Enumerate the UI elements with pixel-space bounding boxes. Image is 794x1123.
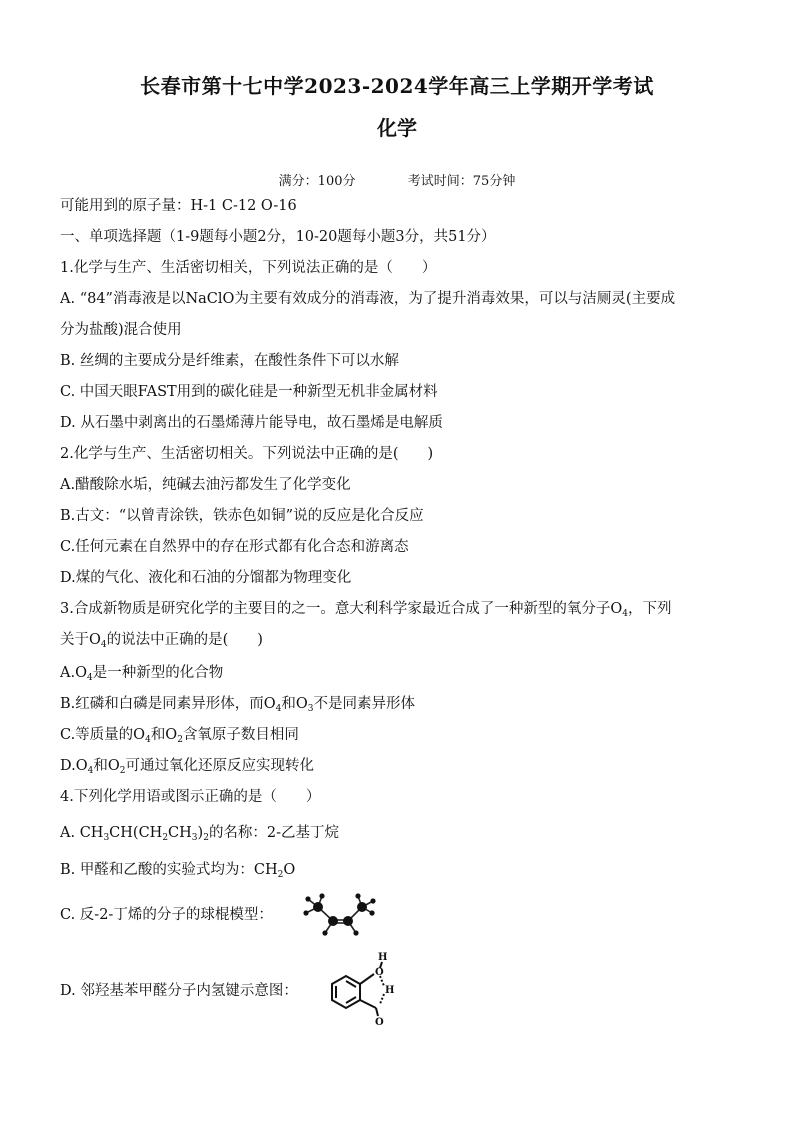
atom-h-top: H [378,952,388,963]
q4-option-a: A. $CH_3CH(CH_2CH_3)_2$的名称：2-乙基丁烷 [60,825,340,843]
atom-o-top: O [375,967,384,978]
q1-option-b: B. 丝绸的主要成分是纤维素，在酸性条件下可以水解 [60,353,399,369]
q1-option-d: D. 从石墨中剥离出的石墨烯薄片能导电，故石墨烯是电解质 [60,415,443,431]
q3-option-c: C.等质量的$O_4$和$O_2$含氧原子数目相同 [60,727,299,745]
q3-option-b: B.红磷和白磷是同素异形体，而$O_4$和$O_3$不是同素异形体 [60,696,416,714]
full-score: 满分：100分 [278,174,356,189]
q1-option-a-cont: 分为盐酸)混合使用 [60,322,182,338]
q4-option-d: D. 邻羟基苯甲醛分子内氢键示意图： [60,983,298,999]
q1-option-c: C. 中国天眼FAST用到的碳化硅是一种新型无机非金属材料 [60,384,438,400]
q3-option-d: $D.O_4$和$O_2$可通过氧化还原反应实现转化 [60,758,314,776]
q2-option-c: C.任何元素在自然界中的存在形式都有化合态和游离态 [60,539,409,555]
q4-option-b: B. 甲醛和乙酸的实验式均为：$CH_2O$ [60,862,296,880]
q1-stem: 1.化学与生产、生活密切相关，下列说法正确的是（ ） [60,260,437,276]
q2-option-b: B.古文：“以曾青涂铁，铁赤色如铜”说的反应是化合反应 [60,508,424,524]
q3-stem: 3.合成新物质是研究化学的主要目的之一。意大利科学家最近合成了一种新型的氧分子$O_4$，下列 [60,601,672,619]
q4-option-c: C. 反-2-丁烯的分子的球棍模型： [60,907,273,923]
atomic-mass-line: 可能用到的原子量：H-1 C-12 O-16 [60,198,297,214]
q3-option-a: $A.O_4$是一种新型的化合物 [60,665,224,683]
exam-meta [0,170,794,189]
q4-stem: 4.下列化学用语或图示正确的是（ ） [60,789,321,805]
q1-option-a: A. “84”消毒液是以NaClO为主要有效成分的消毒液，为了提升消毒效果，可以与洁厕灵(主要成 [60,291,676,307]
exam-title: 长春市第十七中学2023-2024学年高三上学期开学考试 [140,74,654,98]
q2-option-a: A.醋酸除水垢，纯碱去油污都发生了化学变化 [60,477,351,493]
subject-title: 化学 [377,116,417,140]
section-heading: 一、单项选择题（1-9题每小题2分，10-20题每小题3分，共51分） [60,229,496,245]
q2-stem: 2.化学与生产、生活密切相关。下列说法中正确的是( ) [60,446,434,462]
q2-option-d: D.煤的气化、液化和石油的分馏都为物理变化 [60,570,352,586]
hydrogen-bond-structure [322,950,404,1032]
atom-h-bridge: H [385,985,395,996]
butene-ball-stick-model [300,893,378,939]
atom-o-bottom: O [375,1017,384,1028]
exam-time: 考试时间：75分钟 [407,174,516,189]
q3-stem-cont: 关于$O_4$的说法中正确的是( ) [60,632,263,650]
